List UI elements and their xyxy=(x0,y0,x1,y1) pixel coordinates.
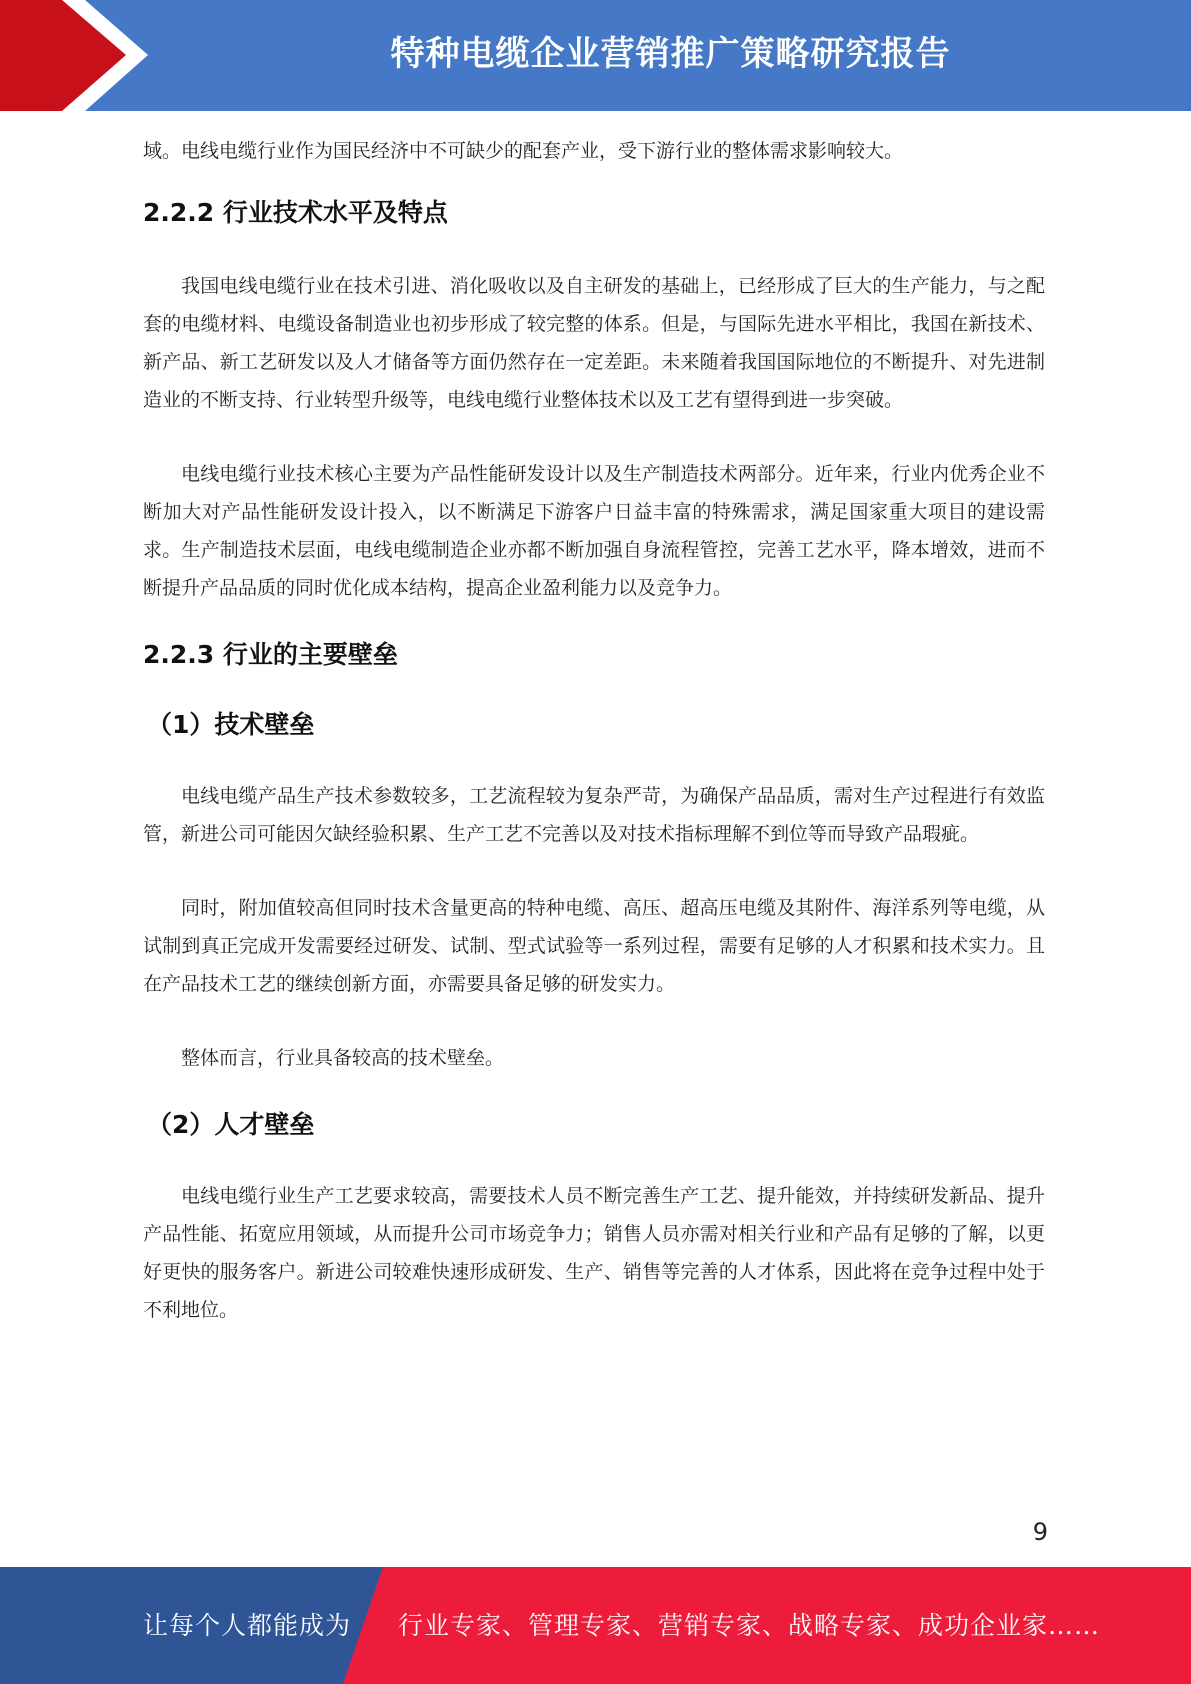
page-content xyxy=(143,132,1045,1329)
footer-slogan-right: 行业专家、管理专家、营销专家、战略专家、成功企业家…… xyxy=(398,1611,1101,1640)
paragraph: 我国电线电缆行业在技术引进、消化吸收以及自主研发的基础上，已经形成了巨大的生产能力，与之配套的电缆材料、电缆设备制造业也初步形成了较完整的体系。但是，与国际先进水平相比，我国在新技术、新产品、新工艺研发以及人才储备等方面仍然存在一定差距。未来随着我国国际地位的不断提升、对先进制造业的不断支持、行业转型升级等，电线电缆行业整体技术以及工艺有望得到进一步突破。 xyxy=(143,275,1045,411)
subsection-heading-tech-barrier: （1）技术壁垒 xyxy=(147,710,315,739)
paragraph: 同时，附加值较高但同时技术含量更高的特种电缆、高压、超高压电缆及其附件、海洋系列等电缆，从试制到真正完成开发需要经过研发、试制、型式试验等一系列过程，需要有足够的人才积累和技术实力。且在产品技术工艺的继续创新方面，亦需要具备足够的研发实力。 xyxy=(143,897,1045,995)
page-header xyxy=(0,0,1191,111)
section-heading-2-2-3: 2.2.3 行业的主要壁垒 xyxy=(143,640,398,669)
paragraph: 整体而言，行业具备较高的技术壁垒。 xyxy=(181,1047,505,1069)
section-heading-2-2-2: 2.2.2 行业技术水平及特点 xyxy=(143,198,448,227)
footer-slogan-left: 让每个人都能成为 xyxy=(143,1611,352,1640)
page-footer xyxy=(0,1567,1191,1684)
page-number: 9 xyxy=(1032,1518,1048,1546)
subsection-heading-talent-barrier: （2）人才壁垒 xyxy=(147,1110,315,1139)
paragraph: 电线电缆产品生产技术参数较多，工艺流程较为复杂严苛，为确保产品品质，需对生产过程进行有效监管，新进公司可能因欠缺经验积累、生产工艺不完善以及对技术指标理解不到位等而导致产品瑕疵。 xyxy=(143,785,1045,845)
intro-line: 域。电线电缆行业作为国民经济中不可缺少的配套产业，受下游行业的整体需求影响较大。 xyxy=(143,140,904,162)
paragraph: 电线电缆行业技术核心主要为产品性能研发设计以及生产制造技术两部分。近年来，行业内优秀企业不断加大对产品性能研发设计投入，以不断满足下游客户日益丰富的特殊需求，满足国家重大项目的建设需求。生产制造技术层面，电线电缆制造企业亦都不断加强自身流程管控，完善工艺水平，降本增效，进而不断提升产品品质的同时优化成本结构，提高企业盈利能力以及竞争力。 xyxy=(143,463,1045,599)
paragraph: 电线电缆行业生产工艺要求较高，需要技术人员不断完善生产工艺、提升能效，并持续研发新品、提升产品性能、拓宽应用领域，从而提升公司市场竞争力；销售人员亦需对相关行业和产品有足够的了解，以更好更快的服务客户。新进公司较难快速形成研发、生产、销售等完善的人才体系，因此将在竞争过程中处于不利地位。 xyxy=(143,1185,1045,1321)
report-title: 特种电缆企业营销推广策略研究报告 xyxy=(390,34,951,74)
